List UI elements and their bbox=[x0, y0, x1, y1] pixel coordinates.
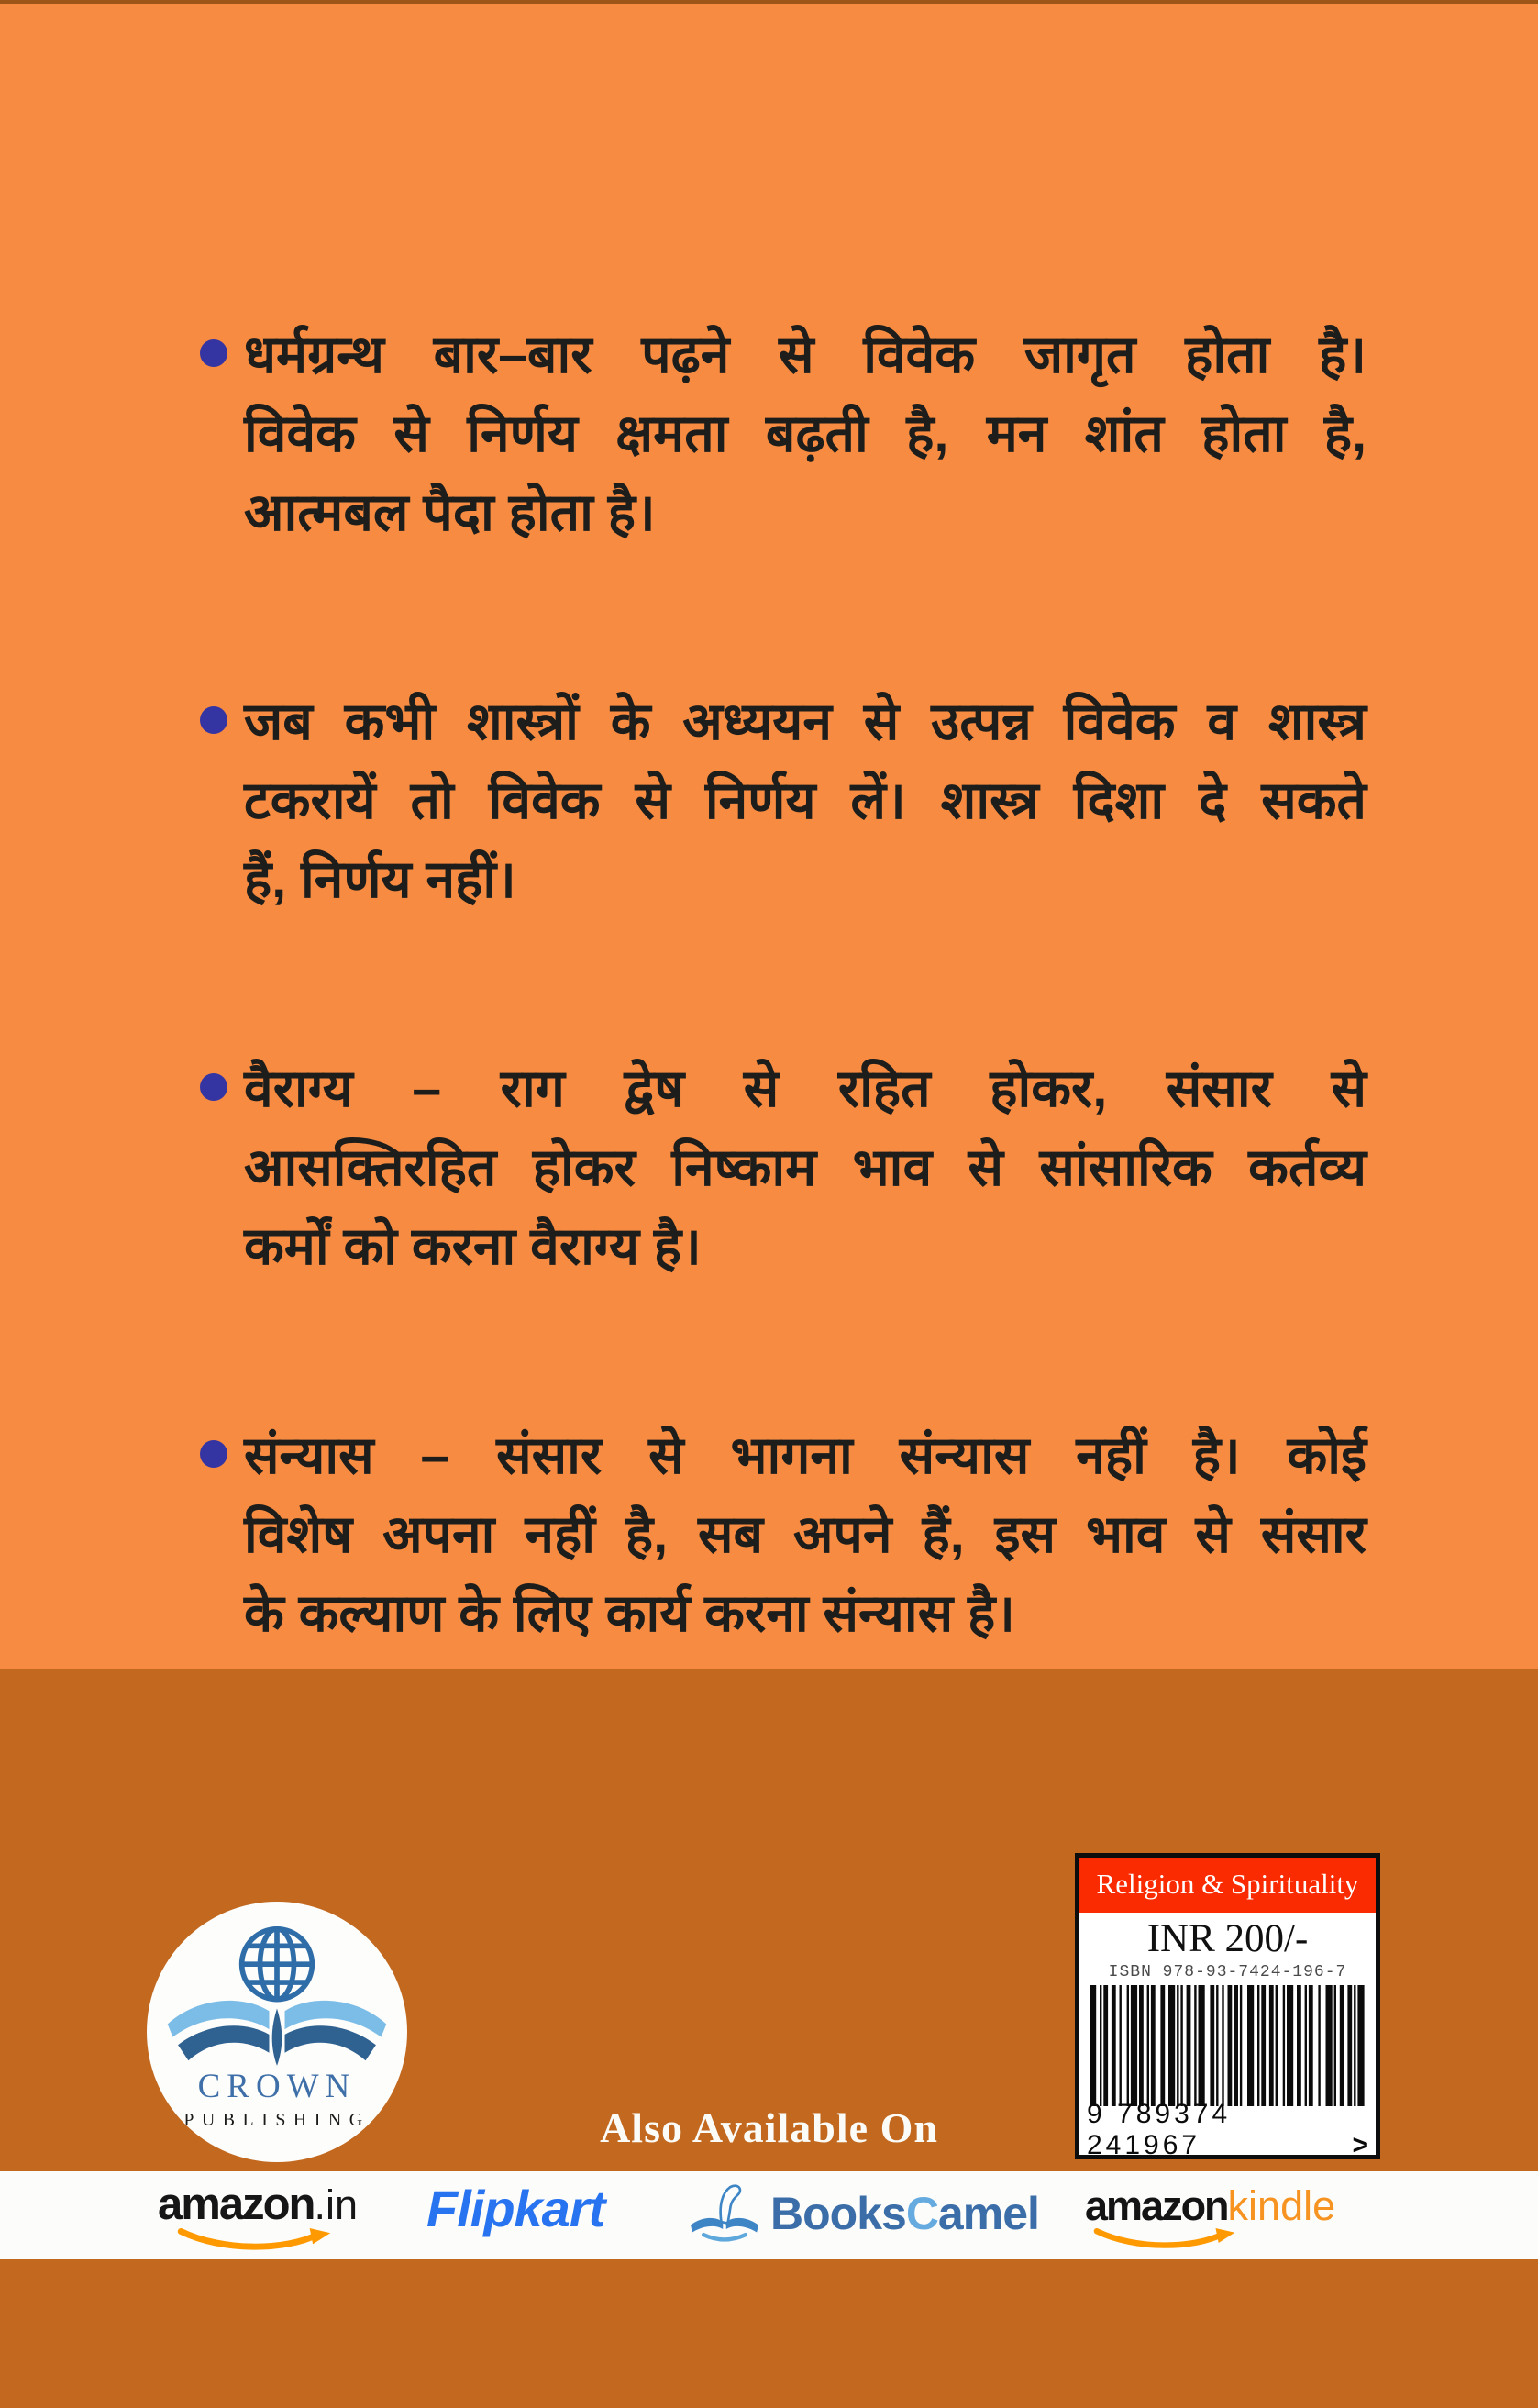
flipkart-wordmark: Flipkart bbox=[426, 2180, 605, 2237]
bullet-dot-icon bbox=[200, 339, 227, 367]
bullet-line: विवेक से निर्णय क्षमता बढ़ती है, मन शांत होता है, bbox=[244, 405, 1366, 463]
retailer-logo-strip bbox=[0, 2171, 1538, 2259]
bookscamel-part1: Books bbox=[770, 2188, 906, 2239]
publisher-name: CROWN bbox=[197, 2067, 357, 2104]
bullet-item bbox=[200, 316, 1366, 552]
price-label: INR 200/- bbox=[1146, 1917, 1309, 1960]
bullet-line: के कल्याण के लिए कार्य करना संन्यास है। bbox=[244, 1584, 1015, 1643]
category-band: Religion & Spirituality bbox=[1079, 1858, 1376, 1913]
bookscamel-logo bbox=[684, 2175, 1039, 2256]
top-edge-line bbox=[0, 0, 1538, 4]
amazon-wordmark: amazon bbox=[1085, 2182, 1228, 2229]
bookscamel-part2: C bbox=[905, 2188, 938, 2239]
amazon-kindle-logo bbox=[1085, 2182, 1335, 2230]
bullet-line: टकरायें तो विवेक से निर्णय लें। शास्त्र दिशा दे सकते bbox=[244, 771, 1366, 830]
amazon-wordmark: amazon bbox=[158, 2180, 315, 2229]
bullet-line: वैराग्य – राग द्वेष से रहित होकर, संसार से bbox=[244, 1060, 1366, 1118]
camel-book-icon bbox=[684, 2175, 765, 2256]
bullet-line: धर्मग्रन्थ बार–बार पढ़ने से विवेक जागृत होता है। bbox=[244, 326, 1366, 384]
amazon-in-logo bbox=[158, 2179, 358, 2230]
isbn-label: ISBN 978-93-7424-196-7 bbox=[1108, 1963, 1347, 1981]
bullet-line: हैं, निर्णय नहीं। bbox=[244, 850, 516, 909]
barcode-digits: 9 789374 241967 bbox=[1087, 2099, 1232, 2159]
bullet-dot-icon bbox=[200, 1440, 227, 1468]
barcode-icon bbox=[1088, 1985, 1367, 2106]
barcode-arrow: > bbox=[1352, 2130, 1368, 2159]
kindle-wordmark: kindle bbox=[1227, 2182, 1336, 2229]
amazon-smile-icon bbox=[167, 2228, 341, 2252]
bullet-item bbox=[200, 1416, 1366, 1653]
bullet-dot-icon bbox=[200, 706, 227, 734]
amazon-smile-icon bbox=[1089, 2228, 1240, 2250]
bullet-line: जब कभी शास्त्रों के अध्ययन से उत्पन्न विवेक व शास्त्र bbox=[244, 693, 1366, 751]
bullet-line: संन्यास – संसार से भागना संन्यास नहीं है। कोई bbox=[244, 1426, 1366, 1485]
bookscamel-part3: amel bbox=[937, 2188, 1039, 2239]
publisher-subtitle: PUBLISHING bbox=[183, 2110, 371, 2131]
bottom-band bbox=[0, 1669, 1538, 2408]
flipkart-logo bbox=[426, 2179, 604, 2238]
bullet-item bbox=[200, 1049, 1366, 1286]
amazon-domain: .in bbox=[314, 2181, 358, 2228]
bullet-item bbox=[200, 682, 1366, 919]
bullet-dot-icon bbox=[200, 1073, 227, 1101]
bullet-line: कर्मों को करना वैराग्य है। bbox=[244, 1217, 702, 1276]
bullet-line: आसक्तिरहित होकर निष्काम भाव से सांसारिक कर्तव्य bbox=[244, 1138, 1366, 1197]
bullet-line: आत्मबल पैदा होता है। bbox=[244, 483, 656, 542]
bullet-line: विशेष अपना नहीं है, सब अपने हैं, इस भाव से संसार bbox=[244, 1505, 1366, 1564]
also-available-heading: Also Available On bbox=[600, 2104, 938, 2151]
